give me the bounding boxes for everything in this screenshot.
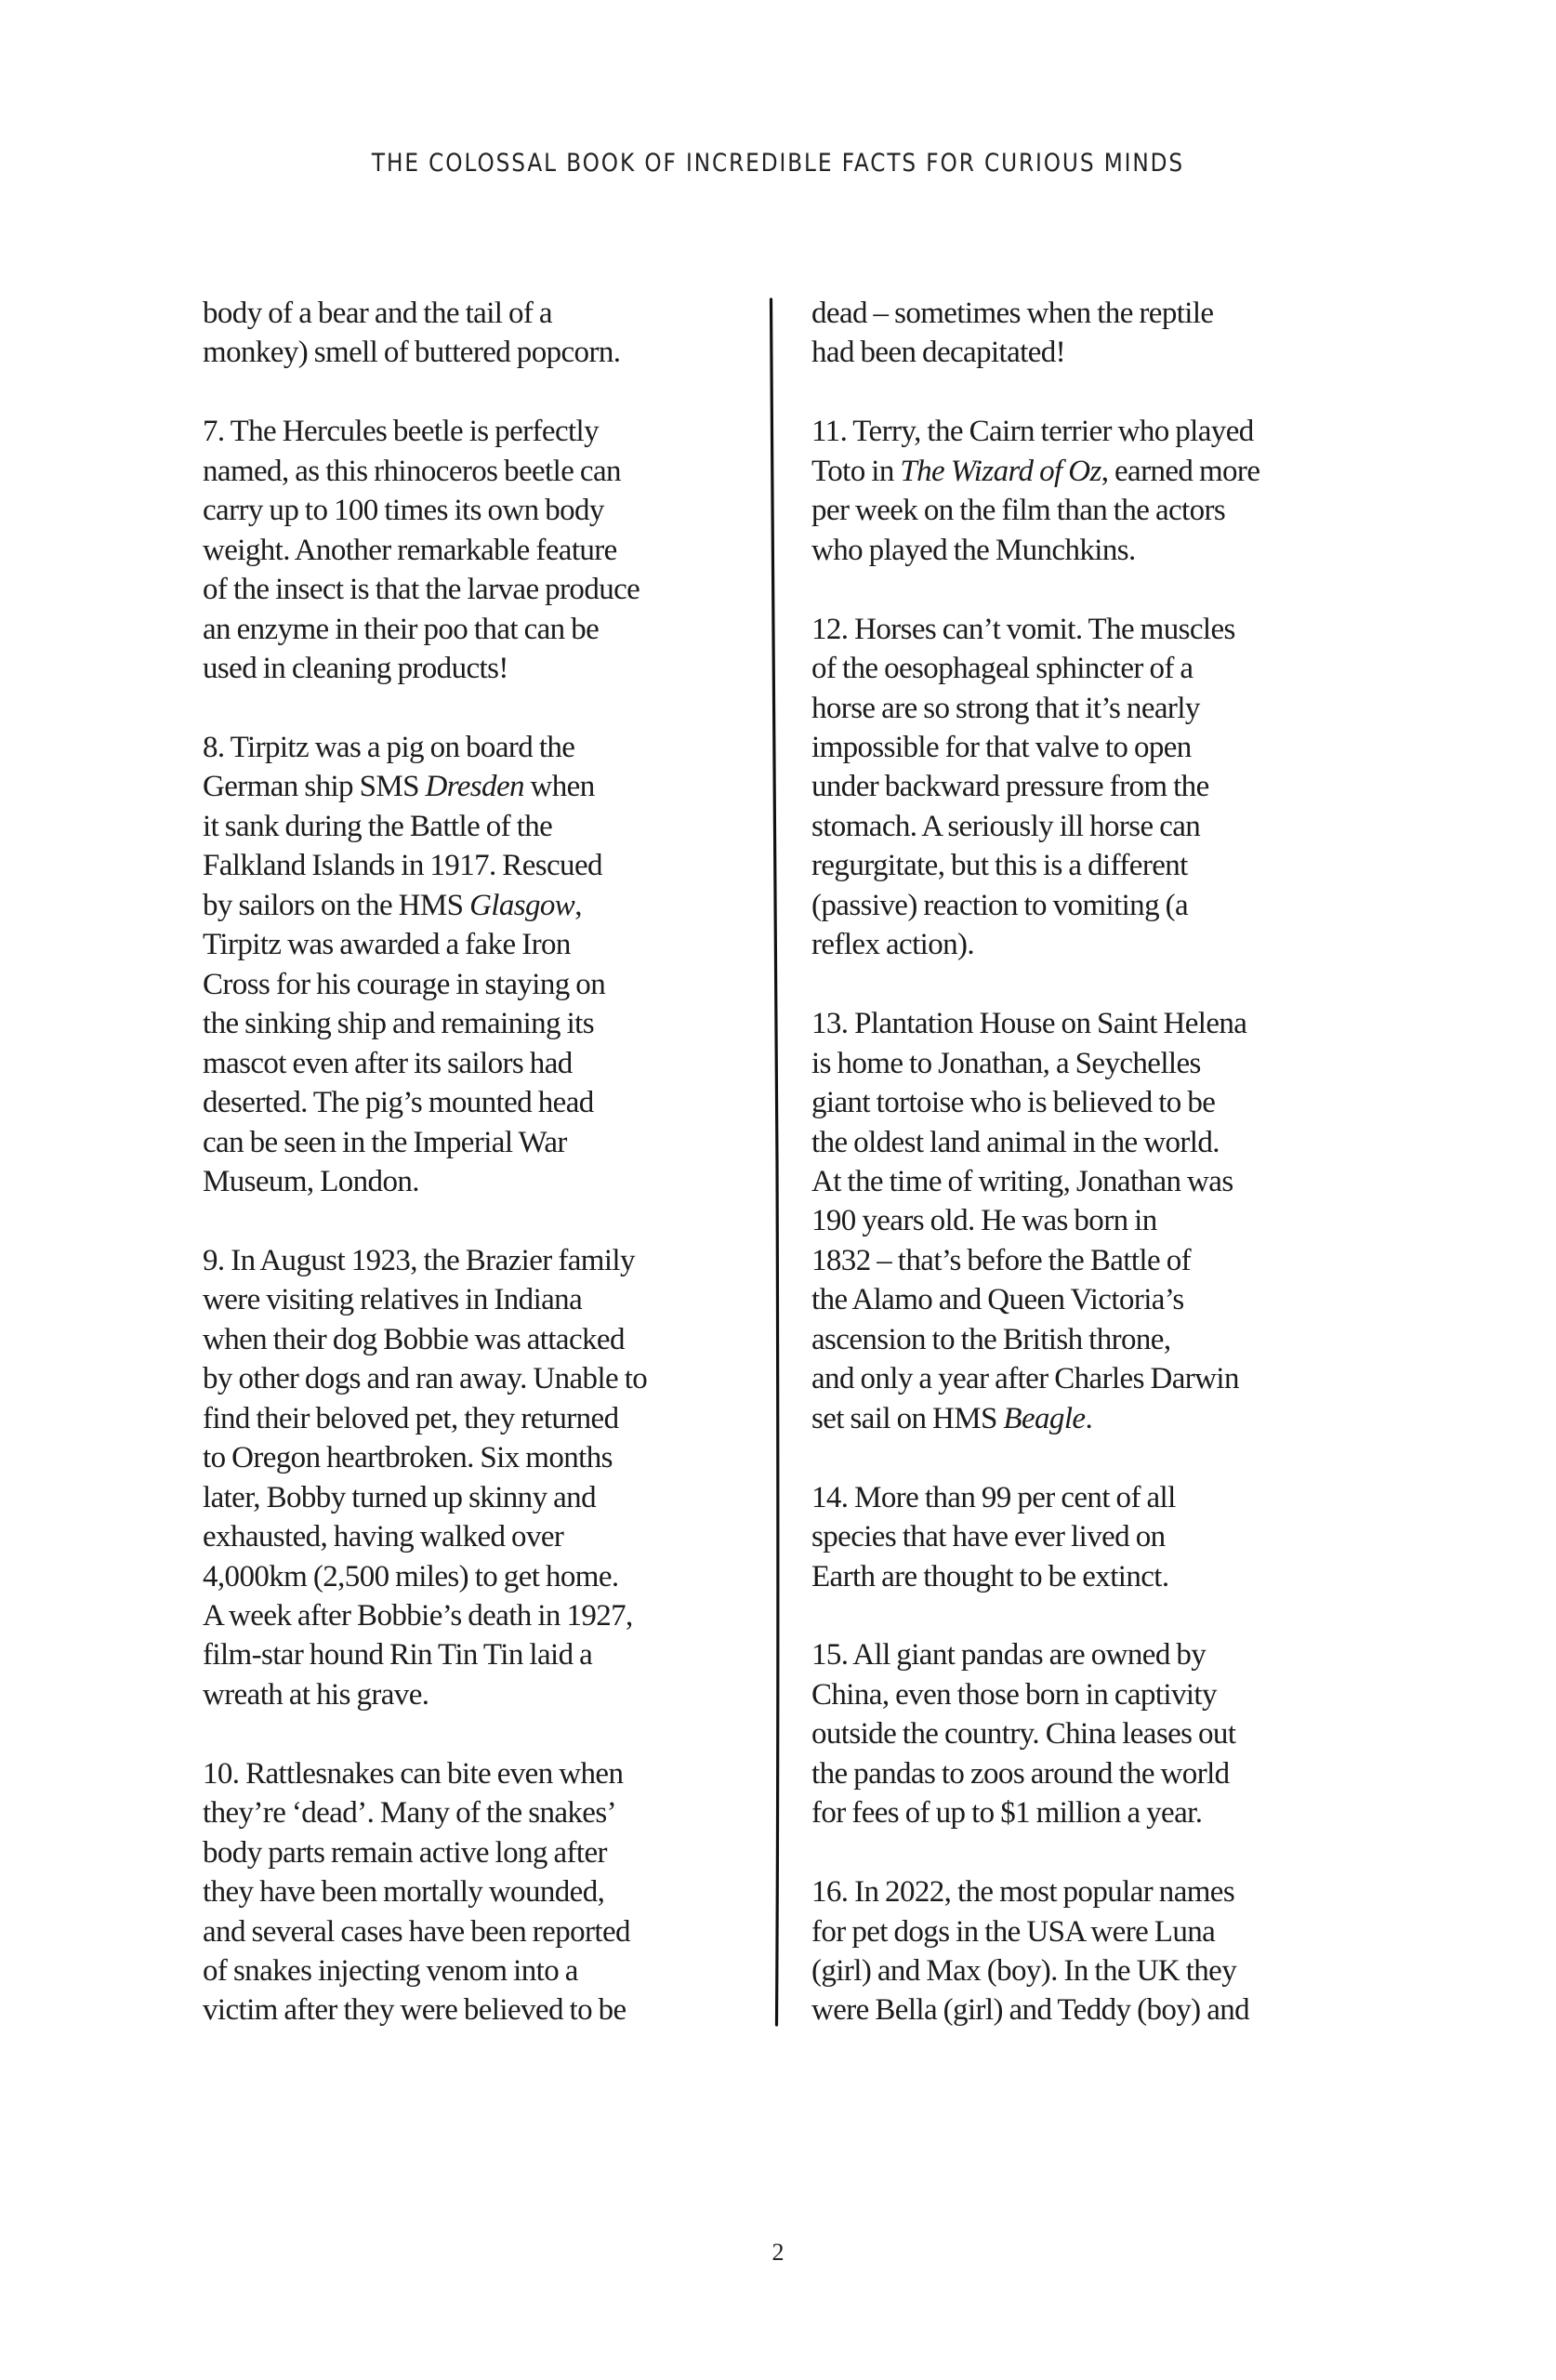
text-run: , (574, 888, 582, 922)
italic-title: Beagle (1003, 1401, 1086, 1435)
text-run: and several cases have been reported (203, 1914, 630, 1949)
text-run: Cross for his courage in staying on (203, 967, 606, 1001)
text-line (203, 1675, 760, 1714)
text-run: carry up to 100 times its own body (203, 494, 604, 528)
text-line (203, 1320, 760, 1359)
text-run: find their beloved pet, they returned (203, 1401, 619, 1435)
text-run: giant tortoise who is believed to be (811, 1086, 1216, 1120)
text-line (811, 1083, 1388, 1122)
text-line (203, 649, 760, 688)
text-run: China, even those born in captivity (811, 1677, 1217, 1712)
text-line (811, 1675, 1388, 1714)
text-run: film-star hound Rin Tin Tin laid a (203, 1638, 593, 1673)
text-line (203, 1793, 760, 1832)
text-run: of the oesophageal sphincter of a (811, 652, 1193, 686)
text-run: who played the Munchkins. (811, 533, 1136, 567)
text-line (811, 1912, 1388, 1951)
text-line (811, 1951, 1388, 1990)
text-line (811, 1990, 1388, 2030)
text-run: Falkland Islands in 1917. Rescued (203, 849, 602, 883)
text-run: the pandas to zoos around the world (811, 1756, 1230, 1791)
fact-8 (203, 728, 760, 1201)
text-line (811, 1241, 1388, 1280)
text-run: 7. The Hercules beetle is perfectly (203, 415, 600, 449)
text-line (203, 1517, 760, 1556)
text-line (811, 491, 1388, 530)
text-run: stomach. A seriously ill horse can (811, 809, 1201, 843)
left-column (203, 294, 760, 2030)
text-run: outside the country. China leases out (811, 1717, 1236, 1752)
text-line (203, 886, 760, 925)
text-line (811, 886, 1388, 925)
text-line (203, 1912, 760, 1951)
text-line (203, 531, 760, 570)
fact-10 (203, 1754, 760, 2030)
text-run: 14. More than 99 per cent of all (811, 1480, 1176, 1514)
text-run: weight. Another remarkable feature (203, 533, 617, 567)
fact-continuation (811, 294, 1388, 373)
text-run: of the insect is that the larvae produce (203, 573, 640, 607)
text-run: set sail on HMS (811, 1401, 1004, 1435)
text-line (811, 807, 1388, 846)
text-run: 11. Terry, the Cairn terrier who played (811, 415, 1254, 449)
text-line (203, 925, 760, 964)
text-line (203, 610, 760, 649)
text-line (203, 807, 760, 846)
text-run: body of a bear and the tail of a (203, 297, 552, 330)
text-line (203, 1123, 760, 1162)
text-run: is home to Jonathan, a Seychelles (811, 1046, 1201, 1080)
text-line (811, 925, 1388, 964)
text-run: regurgitate, but this is a different (811, 849, 1188, 883)
fact-12 (811, 610, 1388, 965)
text-line (811, 649, 1388, 688)
text-run: named, as this rhinoceros beetle can (203, 454, 621, 488)
text-run: had been decapitated! (811, 336, 1066, 370)
column-divider-stroke (771, 299, 778, 2025)
text-line (811, 1044, 1388, 1083)
text-run: used in cleaning products! (203, 652, 508, 686)
text-line (811, 1478, 1388, 1517)
text-line (811, 1635, 1388, 1674)
text-line (811, 1123, 1388, 1162)
text-run: exhausted, having walked over (203, 1520, 564, 1554)
fact-16 (811, 1872, 1388, 2030)
fact-14 (811, 1478, 1388, 1596)
text-line (203, 1557, 760, 1596)
text-line (811, 728, 1388, 767)
text-line (203, 412, 760, 451)
text-line (203, 1872, 760, 1911)
text-line (203, 1754, 760, 1793)
text-run: dead – sometimes when the reptile (811, 297, 1214, 330)
text-run: can be seen in the Imperial War (203, 1125, 567, 1159)
text-line (203, 1438, 760, 1477)
text-run: for fees of up to $1 million a year. (811, 1796, 1203, 1831)
text-run: monkey) smell of buttered popcorn. (203, 336, 621, 370)
text-run: Earth are thought to be extinct. (811, 1559, 1169, 1593)
text-run: impossible for that valve to open (811, 730, 1192, 764)
text-run: to Oregon heartbroken. Six months (203, 1441, 613, 1475)
text-run: by sailors on the HMS (203, 888, 470, 922)
text-line (811, 1872, 1388, 1911)
running-header: THE COLOSSAL BOOK OF INCREDIBLE FACTS FOR CURIOUS MINDS (371, 149, 1185, 178)
text-line (811, 1517, 1388, 1556)
text-run: 4,000km (2,500 miles) to get home. (203, 1559, 619, 1593)
text-line (203, 767, 760, 806)
text-run: (passive) reaction to vomiting (a (811, 888, 1189, 922)
text-run: ascension to the British throne, (811, 1322, 1171, 1356)
text-line (203, 1083, 760, 1122)
text-run: they’re ‘dead’. Many of the snakes’ (203, 1796, 616, 1831)
italic-title: The Wizard of Oz (900, 454, 1101, 488)
text-run: 10. Rattlesnakes can bite even when (203, 1756, 624, 1791)
text-run: of snakes injecting venom into a (203, 1954, 578, 1989)
text-run: 8. Tirpitz was a pig on board the (203, 730, 575, 764)
fact-7 (203, 412, 760, 688)
italic-title: Glasgow (469, 888, 575, 922)
text-line (811, 452, 1388, 491)
text-run: . (1085, 1401, 1093, 1435)
text-run: Tirpitz was awarded a fake Iron (203, 928, 571, 962)
text-line (811, 1793, 1388, 1832)
text-line (203, 1990, 760, 2030)
text-line (203, 1833, 760, 1872)
text-run: the Alamo and Queen Victoria’s (811, 1283, 1184, 1317)
text-line (811, 333, 1388, 372)
text-run: Museum, London. (203, 1164, 419, 1198)
text-run: they have been mortally wounded, (203, 1875, 605, 1910)
fact-13 (811, 1004, 1388, 1438)
text-run: (girl) and Max (boy). In the UK they (811, 1954, 1237, 1989)
text-run: the sinking ship and remaining its (203, 1007, 594, 1041)
text-line (203, 1635, 760, 1674)
text-line (811, 1359, 1388, 1398)
text-line (203, 1241, 760, 1280)
text-run: wreath at his grave. (203, 1677, 429, 1712)
fact-continuation (203, 294, 760, 373)
text-line (811, 1280, 1388, 1319)
text-run: later, Bobby turned up skinny and (203, 1480, 596, 1514)
text-line (203, 333, 760, 372)
text-line (203, 728, 760, 767)
text-run: per week on the film than the actors (811, 494, 1226, 528)
text-run: German ship SMS (203, 770, 426, 804)
text-line (811, 1557, 1388, 1596)
text-line (203, 570, 760, 609)
text-run: , earned more (1101, 454, 1260, 488)
text-run: Toto in (811, 454, 901, 488)
text-run: 1832 – that’s before the Battle of (811, 1243, 1191, 1277)
text-line (203, 1399, 760, 1438)
text-run: were visiting relatives in Indiana (203, 1283, 583, 1317)
text-line (811, 767, 1388, 806)
fact-9 (203, 1241, 760, 1714)
text-line (811, 846, 1388, 885)
text-line (203, 1162, 760, 1201)
text-line (203, 452, 760, 491)
text-line (203, 1596, 760, 1635)
text-run: the oldest land animal in the world. (811, 1125, 1220, 1159)
text-run: A week after Bobbie’s death in 1927, (203, 1598, 633, 1633)
text-line (203, 294, 760, 333)
text-run: 13. Plantation House on Saint Helena (811, 1007, 1247, 1041)
text-run: 9. In August 1923, the Brazier family (203, 1243, 635, 1277)
text-line (811, 1399, 1388, 1438)
text-run: 12. Horses can’t vomit. The muscles (811, 612, 1235, 646)
text-run: At the time of writing, Jonathan was (811, 1164, 1233, 1198)
text-run: horse are so strong that it’s nearly (811, 691, 1200, 725)
text-line (811, 1714, 1388, 1753)
text-run: for pet dogs in the USA were Luna (811, 1914, 1216, 1949)
text-run: body parts remain active long after (203, 1835, 607, 1870)
text-line (811, 294, 1388, 333)
text-line (811, 689, 1388, 728)
text-run: under backward pressure from the (811, 770, 1209, 804)
text-line (811, 1754, 1388, 1793)
right-column (811, 294, 1388, 2030)
page-number: 2 (771, 2239, 785, 2266)
text-run: it sank during the Battle of the (203, 809, 553, 843)
text-line (811, 1162, 1388, 1201)
text-line (203, 846, 760, 885)
text-run: victim after they were believed to be (203, 1993, 626, 2028)
text-line (203, 1004, 760, 1043)
text-line (811, 1201, 1388, 1240)
text-line (203, 491, 760, 530)
text-line (811, 1320, 1388, 1359)
text-line (811, 412, 1388, 451)
text-line (203, 1044, 760, 1083)
text-run: 16. In 2022, the most popular names (811, 1875, 1235, 1910)
text-run: deserted. The pig’s mounted head (203, 1086, 594, 1120)
italic-title: Dresden (425, 770, 524, 804)
text-line (203, 1359, 760, 1398)
text-run: species that have ever lived on (811, 1520, 1166, 1554)
text-line (203, 1478, 760, 1517)
text-run: were Bella (girl) and Teddy (boy) and (811, 1993, 1250, 2028)
text-run: mascot even after its sailors had (203, 1046, 573, 1080)
text-run: and only a year after Charles Darwin (811, 1362, 1239, 1396)
text-line (203, 965, 760, 1004)
fact-15 (811, 1635, 1388, 1832)
text-run: when their dog Bobbie was attacked (203, 1322, 625, 1356)
text-run: reflex action). (811, 928, 975, 962)
fact-11 (811, 412, 1388, 570)
text-run: by other dogs and ran away. Unable to (203, 1362, 648, 1396)
text-line (811, 531, 1388, 570)
text-run: when (523, 770, 595, 804)
text-run: an enzyme in their poo that can be (203, 612, 600, 646)
text-run: 15. All giant pandas are owned by (811, 1638, 1207, 1673)
text-line (811, 610, 1388, 649)
text-run: 190 years old. He was born in (811, 1204, 1157, 1238)
text-line (811, 1004, 1388, 1043)
text-line (203, 1951, 760, 1990)
text-line (203, 1280, 760, 1319)
